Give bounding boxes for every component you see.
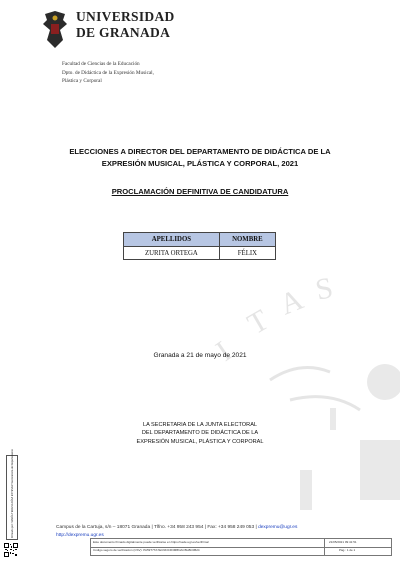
signature-date: 21/05/2021 09:41:51 [329,540,357,544]
candidates-table [123,232,276,260]
secretary-signature-block [100,421,300,446]
table-row [124,247,276,260]
signer-name: Firmado por: MARÍA TERESA DÍAZ ESTEVEZ [11,484,14,538]
qr-code-icon [4,543,18,557]
signer-role: Secretario/a de Departamento [11,448,14,484]
digital-signature-box [90,538,392,556]
signature-divider [324,539,325,555]
title-line: EXPRESIÓN MUSICAL, PLÁSTICA Y CORPORAL, 2021 [101,159,299,168]
svg-text:S: S [312,271,336,307]
university-crest-icon [40,10,70,50]
department-line: Plástica y Corporal [62,78,102,84]
faculty-line: Facultad de Ciencias de la Educación [62,61,140,67]
table-cell-nombre: FÉLIX [219,247,275,260]
title-line: ELECCIONES A DIRECTOR DEL DEPARTAMENTO DE DIDÁCTICA DE LA [69,147,331,156]
document-date: Granada a 21 de mayo de 2021 [153,352,247,359]
signer-text [11,448,14,538]
secretary-line: EXPRESIÓN MUSICAL, PLÁSTICA Y CORPORAL [136,438,264,445]
document-title [40,146,360,170]
svg-text:A: A [275,282,308,322]
secretary-line: DEL DEPARTAMENTO DE DIDÁCTICA DE LA [141,430,259,437]
column-header-nombre: NOMBRE [219,233,275,247]
university-name [76,9,175,41]
footer-web-link[interactable]: http://dexpremu.ugr.es [56,533,104,538]
table-header-row [124,233,276,247]
signature-divider [91,547,391,548]
signer-sidebar [6,448,18,540]
svg-text:I: I [210,334,238,368]
verification-text: Este documento firmado digitalmente puede verificarse en https://sede.ugr.es/verifirma/ [93,540,209,544]
document-subtitle: PROCLAMACIÓN DEFINITIVA DE CANDIDATURA [111,187,289,196]
svg-text:T: T [242,303,275,342]
department-line: Dpto. de Didáctica de la Expresión Musical, [62,69,154,76]
footer-email-link[interactable]: dexpremu@ugr.es [258,525,298,530]
table-cell-apellidos: ZURITA ORTEGA [124,247,220,260]
secretary-line: LA SECRETARIA DE LA JUNTA ELECTORAL [142,422,258,428]
university-name-line1: UNIVERSIDAD [76,9,175,24]
csv-code: Código seguro de verificación (CSV): PA59T7TA7EC9KICR3MBNACBH8C0B24 [93,548,200,552]
footer-line1 [56,524,297,532]
column-header-apellidos: APELLIDOS [124,233,220,247]
university-name-line2: DE GRANADA [76,25,171,40]
faculty-info [62,60,154,86]
footer-address: Campus de la Cartuja, s/n – 18071 Granada | Tlfno. +34 958 243 954 | Fax: +34 958 249 053 | [56,525,257,530]
page-number: Pág.: 1 de 1 [339,548,356,552]
